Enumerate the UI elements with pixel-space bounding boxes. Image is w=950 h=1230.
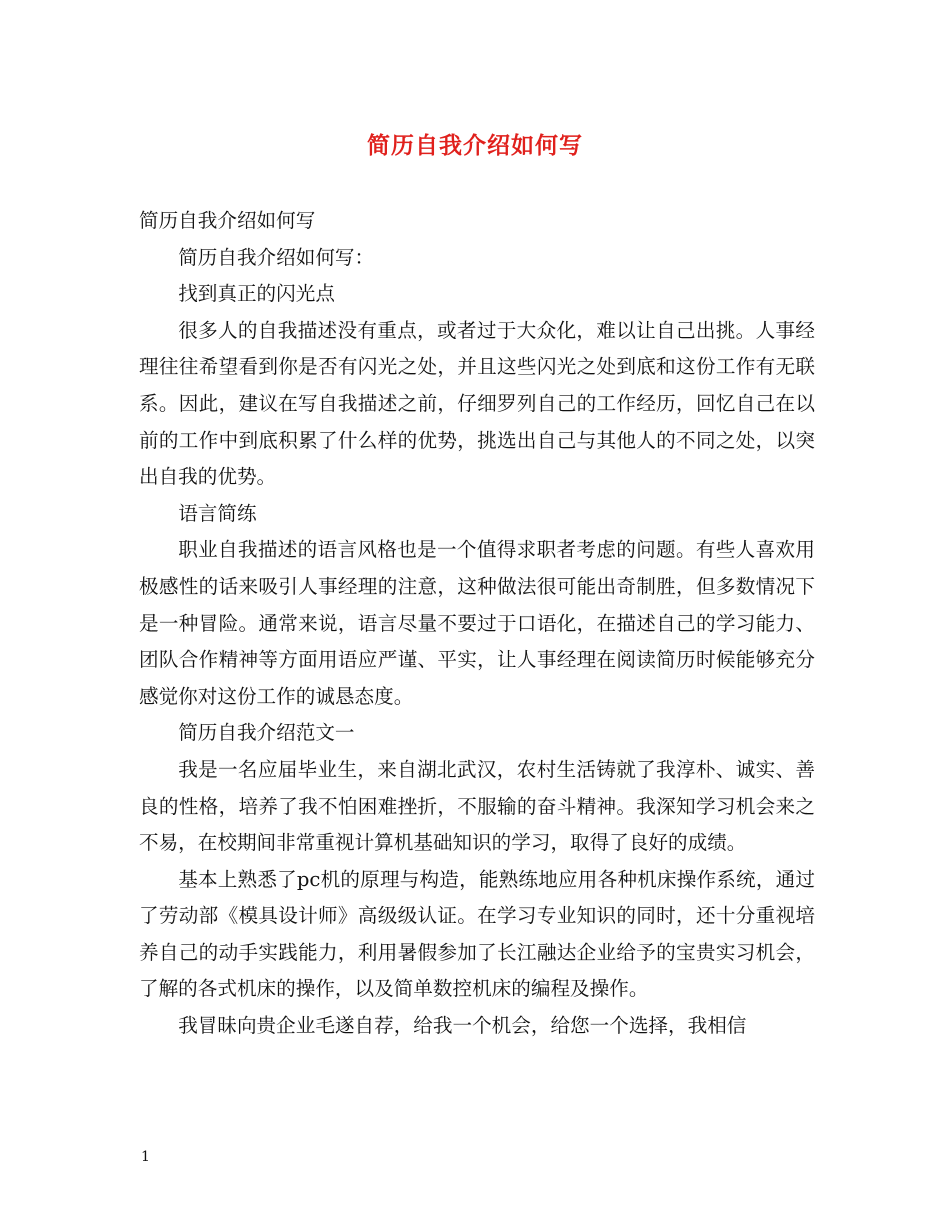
paragraph-sample-intro: 我是一名应届毕业生，来自湖北武汉，农村生活铸就了我淳朴、诚实、善良的性格，培养了我不怕困难挫折，不服输的奋斗精神。我深知学习机会来之不易，在校期间非常重视计算机基础知识的学习，取得了良好的成绩。: [139, 757, 815, 855]
paragraph-subheading: 简历自我介绍如何写：: [178, 245, 375, 269]
document-title: 简历自我介绍如何写: [367, 132, 583, 159]
paragraph-concise-body: 职业自我描述的语言风格也是一个值得求职者考虑的问题。有些人喜欢用极感性的话来吸引人事经理的注意，这种做法很可能出奇制胜，但多数情况下是一种冒险。通常来说，语言尽量不要过于口语化，在描述自己的学习能力、团队合作精神等方面用语应严谨、平实，让人事经理在阅读简历时候能够充分感觉你对这份工作的诚恳态度。: [139, 538, 815, 708]
section-heading-sample-one: 简历自我介绍范文一: [178, 721, 355, 745]
page-number: 1: [141, 1149, 150, 1165]
paragraph-sample-closing: 我冒昧向贵企业毛遂自荐，给我一个机会，给您一个选择，我相信: [178, 1014, 747, 1038]
section-heading-highlight: 找到真正的闪光点: [178, 282, 335, 306]
paragraph-heading: 简历自我介绍如何写: [139, 209, 316, 232]
paragraph-sample-skills: 基本上熟悉了pc机的原理与构造，能熟练地应用各种机床操作系统，通过了劳动部《模具设计师》高级级认证。在学习专业知识的同时，还十分重视培养自己的动手实践能力，利用暑假参加了长江融达企业给予的宝贵实习机会，了解的各式机床的操作，以及简单数控机床的编程及操作。: [139, 867, 815, 1001]
paragraph-highlight-body: 很多人的自我描述没有重点，或者过于大众化，难以让自己出挑。人事经理往往希望看到你是否有闪光之处，并且这些闪光之处到底和这份工作有无联系。因此，建议在写自我描述之前，仔细罗列自己的工作经历，回忆自己在以前的工作中到底积累了什么样的优势，挑选出自己与其他人的不同之处，以突出自我的优势。: [139, 318, 815, 489]
section-heading-concise: 语言简练: [178, 501, 257, 525]
document-body: [139, 203, 815, 1045]
